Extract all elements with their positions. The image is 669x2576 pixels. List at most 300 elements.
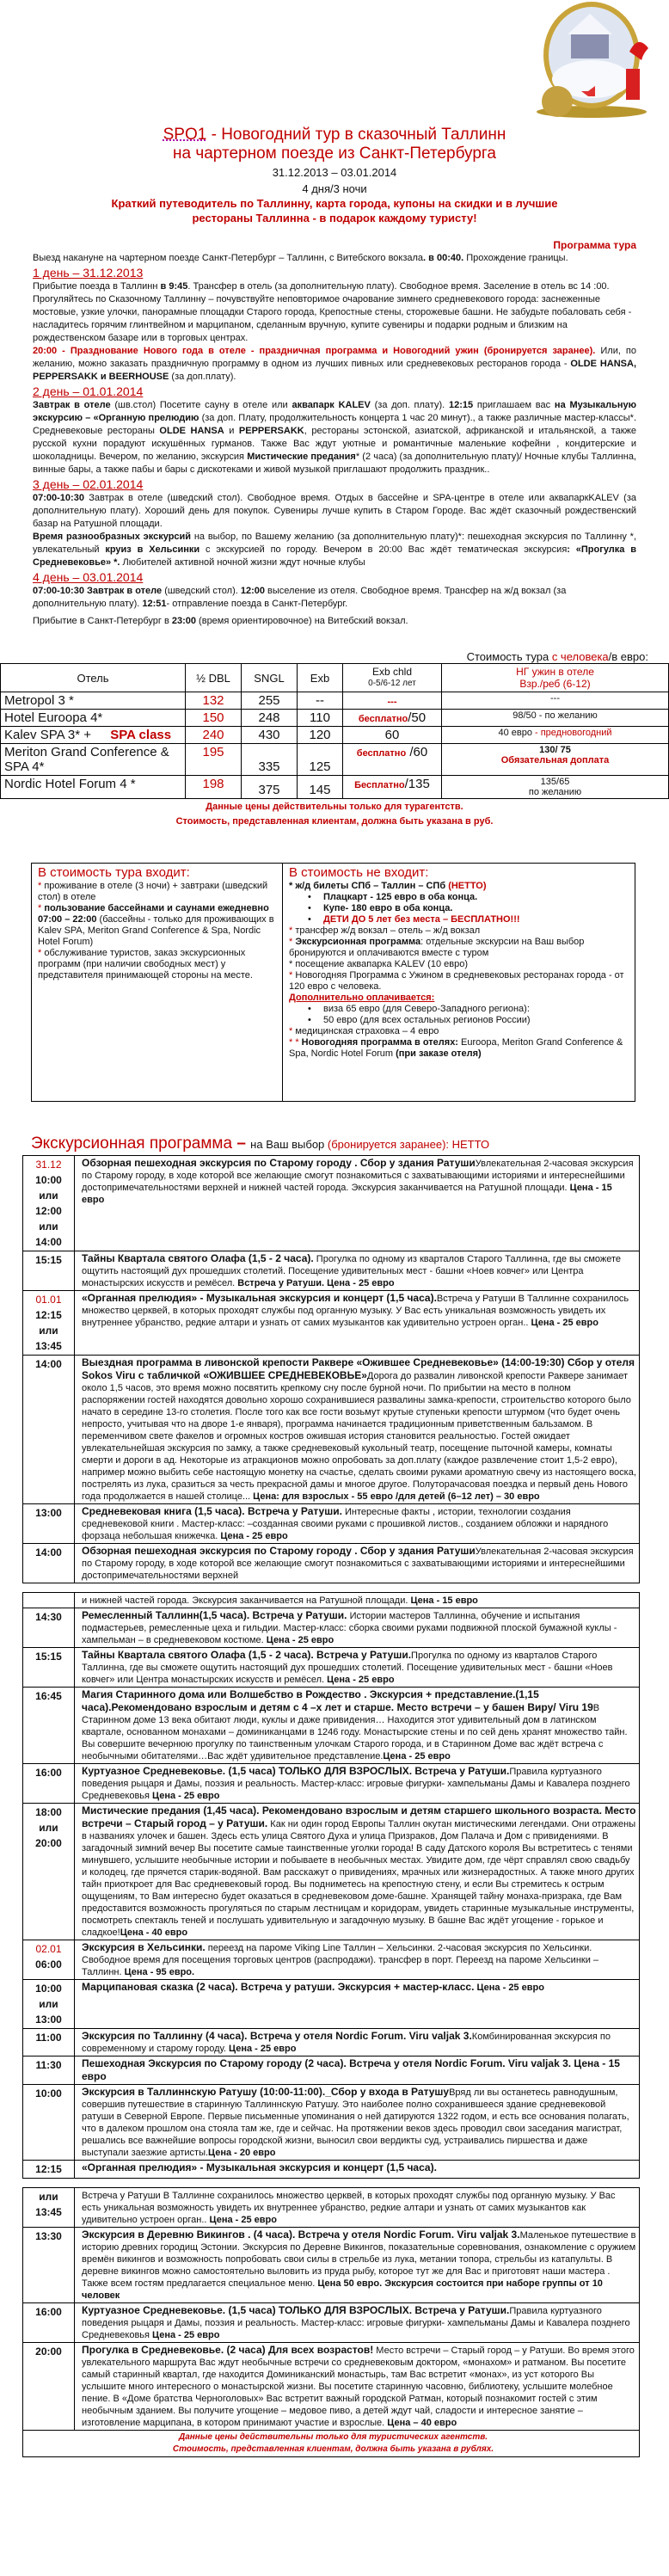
excursion-row bbox=[23, 2161, 640, 2179]
excursion-title: «Органная прелюдия» - Музыкальная экскурсия и концерт (1,5 часа). bbox=[82, 2161, 437, 2173]
excursion-price: Цена - 25 евро bbox=[263, 1635, 334, 1645]
text: и bbox=[224, 426, 239, 436]
price-row bbox=[1, 744, 669, 776]
excursion-time-cell bbox=[23, 1764, 75, 1804]
text: Прибытие в Санкт-Петербург в bbox=[33, 616, 172, 626]
excursion-title: Средневековая книга (1,5 часа). Встреча у Ратуши. bbox=[82, 1505, 342, 1517]
excursion-price: Встреча у Ратуши. Цена - 25 евро bbox=[237, 1278, 395, 1288]
excursion-row bbox=[23, 1608, 640, 1648]
excursion-time: 10:00 или 12:00 или 14:00 bbox=[35, 1174, 62, 1248]
day-1-text bbox=[33, 280, 636, 345]
included-excluded-table bbox=[31, 863, 635, 1102]
price-row bbox=[1, 710, 669, 727]
excursion-time-cell bbox=[23, 1356, 75, 1504]
excursion-title: Тайны Квартала святого Олафа (1,5 - 2 часа). bbox=[82, 1252, 314, 1264]
text: Euroopa, Meriton Grand Conference & Spa, Nordic Hotel Forum bbox=[289, 1037, 623, 1059]
time: 12:15 bbox=[448, 400, 474, 410]
excursion-title: Экскурсия в Деревню Викингов . (4 часа). Встреча у отеля Nordic Forum. Viru valjak 3. bbox=[82, 2229, 520, 2241]
tour-title-text: - Новогодний тур в сказочный Таллинн bbox=[206, 126, 506, 144]
aquapark: аквапарк KALEV bbox=[292, 400, 371, 410]
included-item: * обслуживание туристов, заказ экскурсионных программ (при наличии свободных мест) у представителя принимающей стороны на месте. bbox=[38, 948, 253, 981]
excursion-row bbox=[23, 1251, 640, 1291]
extra-paid-title: Дополнительно оплачивается: bbox=[289, 993, 435, 1003]
excursion-footer-row bbox=[23, 2431, 640, 2457]
excursion-time-cell bbox=[23, 2228, 75, 2303]
excursion-text: Истории мастеров Таллинна, обучение и испытания подмастерьев, ремесленные цеха и гильдии. Мастер-класс: сборка своими руками подвижной плоской бумажной куклы - хампельман – в средневековом костюме. bbox=[82, 1611, 617, 1645]
tour-code: SPO1 bbox=[163, 126, 207, 144]
excursion-row bbox=[23, 2085, 640, 2161]
day-1-newyear bbox=[33, 345, 636, 384]
price-dbl: 240 bbox=[186, 727, 242, 744]
departure-time: . в 00:40. bbox=[423, 253, 464, 263]
text: (НЕТТО) bbox=[448, 881, 487, 891]
text: . Трансфер в отель (за дополнительную плату). Свободное время. Заселение в отель вс 14 :00. Прогуляйтесь по Сказочному Таллинну – почувствуйте неповторимое очарование зимнего средневекового города: заснеженные мостовые, узкие улочки, панорамные площадки Старого города, Крепостные стены, сторожевые башни. Не забудьте побаловать себя - насладитесь горячим глинтвейном и марципаном, сделанным вручную, купите сувениры и подарки родным и близким на рождественском базаре или в торговых центрах. bbox=[33, 281, 632, 343]
text: Любителей активной ночной жизни ждут ночные клубы bbox=[120, 557, 365, 568]
day-4-title: 4 день – 03.01.2014 bbox=[33, 570, 144, 584]
excursion-text: Вряд ли вы останетесь равнодушным, совершив путешествие в старинную Таллиннскую Ратушу. Это наиболее полно сохранившееся здание средневековой ратуши в Северной Европе. Первые письменные упоминания о ней датируются 1322 годом, и есть все основания полагать, что в далеком прошлом она стояла там же, где и сейчас. На протяжении веков здесь проводил свои заседания магистрат, решались все важнейшие вопросы городской жизни, выносил свои вердикты суд, устраивались пиршества и даже выступали заезжие артисты. bbox=[82, 2087, 629, 2158]
excursion-title: Экскурсия в Хельсинки. bbox=[82, 1941, 206, 1953]
excursion-row bbox=[23, 1156, 640, 1251]
excluded-item: * Новогодняя Программа с Ужином в средневековых ресторанах города - от 120 евро с человека. bbox=[289, 970, 624, 992]
excursion-time: 12:15 или 13:45 bbox=[35, 1309, 62, 1352]
excursion-time-cell bbox=[23, 2056, 75, 2085]
excursion-price: Цена - 20 евро bbox=[208, 2148, 276, 2158]
excursion-desc-cell bbox=[75, 1156, 640, 1251]
text: (шв.стол) Посетите сауну в отеле или bbox=[110, 400, 292, 410]
price-sngl: 255 bbox=[242, 692, 298, 710]
text: Meriton Grand Conference & SPA 4* bbox=[4, 745, 169, 774]
excursion-title: Экскурсия по Таллинну (4 часа). Встреча у отеля Nordic Forum. Viru valjak 3. bbox=[82, 2030, 472, 2042]
text: 135/65 bbox=[540, 777, 570, 787]
price-exb-chld bbox=[343, 776, 442, 799]
excursion-text: Правила куртуазного поведения рыцаря и Дамы, поэзия и реальность. Мастер-класс: игровые фигурки- хампельманы Дамы и Кавалера позднего Средневековья bbox=[82, 2306, 630, 2340]
price-exb: 120 bbox=[298, 727, 343, 744]
excursion-title: Куртуазное Средневековье. (1,5 часа) ТОЛЬКО ДЛЯ ВЗРОСЛЫХ. Встреча у Ратуши. bbox=[82, 1765, 510, 1777]
excursion-time-cell bbox=[23, 2085, 75, 2161]
snow-globe-ornament-icon bbox=[528, 0, 655, 119]
price-row bbox=[1, 692, 669, 710]
gift-line-2: рестораны Таллинна - в подарок каждому туристу! bbox=[192, 212, 477, 224]
excursion-text: Встреча у Ратуши В Таллинне сохранилось множество церквей, в которых проходят службы под органную музыку. У Вас есть уникальная возможность увидеть их внутреннее убранство, редкие алтари и узнать от самих музыкантов как удивительно устроен орган.. bbox=[82, 1294, 629, 1328]
excursion-time: 12:15 bbox=[35, 2163, 62, 2175]
excursion-title: «Органная прелюдия» - Музыкальная экскурсия и концерт (1,5 часа). bbox=[82, 1292, 437, 1304]
tour-duration: 4 дня/3 ночи bbox=[302, 182, 367, 195]
helsinki-cruise: круиз в Хельсинки bbox=[105, 544, 200, 555]
text: с экскурсией по городу. Вечером в 20:00 Вас ждёт тематическая экскурсия bbox=[199, 544, 568, 555]
ny-dinner-price bbox=[442, 727, 669, 744]
excursion-title: Ремесленный Таллинн(1,5 часа). Встреча у Ратуши. bbox=[82, 1609, 347, 1621]
text: ДЕТИ ДО 5 лет без места – БЕСПЛАТНО!!! bbox=[323, 914, 520, 925]
text: медицинская страховка – 4 евро bbox=[292, 1026, 439, 1036]
ny-dinner-price bbox=[442, 744, 669, 776]
excursion-row bbox=[23, 2303, 640, 2343]
text: (за доп. Плату, продолжительность концерта 1 час 20 минут)., а также различные мастер-классы*. Средневековые рестораны bbox=[33, 413, 636, 436]
text: Взр./реб (6-12) bbox=[519, 678, 591, 690]
tour-program bbox=[0, 239, 669, 628]
excursion-row bbox=[23, 1291, 640, 1356]
excursion-time-cell bbox=[23, 2303, 75, 2343]
excursion-time-cell bbox=[23, 1608, 75, 1648]
excursion-time-cell bbox=[23, 1940, 75, 1980]
hotel-name bbox=[1, 744, 186, 776]
excursion-desc-cell bbox=[75, 2161, 640, 2179]
text: Экскурсионная программа bbox=[292, 937, 421, 947]
excursion-time: 14:00 bbox=[35, 1546, 62, 1559]
excursion-row bbox=[23, 1593, 640, 1608]
excluded-title: В стоимость не входит: bbox=[289, 865, 429, 880]
text: Экскурсионная программа bbox=[31, 1134, 233, 1153]
text: Купе- 180 евро в оба конца. bbox=[323, 903, 453, 913]
gift-line-1: Краткий путеводитель по Таллинну, карта города, купоны на скидки и в лучшие bbox=[111, 197, 558, 210]
time: 12:51 bbox=[142, 599, 167, 609]
excursion-price: Цена - 25 евро bbox=[149, 1791, 220, 1801]
text: Nordic Hotel Forum 4 * bbox=[4, 777, 136, 791]
included-cell bbox=[32, 864, 283, 1102]
text: Бесплатно bbox=[354, 780, 405, 790]
included-item: * пользование бассейнами и саунами ежедневно 07:00 – 22:00 (бассейны - только для проживающих в Kalev SPA, Meriton Grand Conference & Spa, Nordic Hotel Forum) bbox=[38, 903, 274, 947]
excursion-desc-cell bbox=[75, 2188, 640, 2228]
price-exb: 125 bbox=[298, 744, 343, 776]
excursion-price: Цена - 25 евро bbox=[209, 2215, 277, 2225]
excursion-text: Как ни один город Европы Таллин окутан мистическими легендами. Они отражены в названиях улочек и башен. Здесь есть улица Святого Духа и улица Призраков, Дом Палача и Дом с привидениями. В загадочный зимний вечер Вы посетите самые таинственные уголки города! В саду Датского короля Вы встретитесь с тенями минувшего, услышите необычные истории и побываете в необычных местах. Увидите дом, где чёрт справлял свою свадьбу и колодец, где прячется старик-водяной. Вам расскажут о привидениях, мрачных или жизнерадостных. А также много других тайн приоткроет для Вас средневековый город. Вы подниметесь на крепостную стену, и если Вы стремитесь к острым ощущениям, то Вам интересно будет оказаться в средневековом доме-башне. Хранящей тайну монаха-призрака, где Вам предоставится возможность прогуляться по старым лестницам и коридорам, увидеть старинные музыкальные инструменты, посмотреть спектакль теней и послушать удивительную и загадочную музыку. В башне Вас ждёт угощение - горькое и сладкое! bbox=[82, 1819, 636, 1938]
excursion-desc-cell bbox=[75, 1356, 640, 1504]
text: 98/50 - по желанию bbox=[512, 710, 598, 721]
excursion-price: Цена - 25 евро bbox=[383, 1751, 451, 1761]
excursion-text: Увлекательная 2-часовая экскурсия по Старому городу, в ходе которой все желающие смогут познакомиться с захватывающими историями и интереснейшими достопримечательностями верхней bbox=[82, 1546, 634, 1581]
excursion-row bbox=[23, 2029, 640, 2056]
excursion-time: 14:30 bbox=[35, 1611, 62, 1623]
excursion-desc-cell bbox=[75, 1764, 640, 1804]
excursion-desc-cell bbox=[75, 1251, 640, 1291]
price-sngl: 430 bbox=[242, 727, 298, 744]
text: - предновогодний bbox=[535, 728, 612, 738]
excursion-date: 31.12 bbox=[35, 1159, 62, 1171]
excursion-title: Выездная программа в ливонской крепости Раквере «Ожившее Средневековье» (14:00-19:30) Сбор у отеля Sokos Viru с табличкой «ОЖИВШЕЕ СРЕДНЕВЕКОВЬЕ» bbox=[82, 1356, 635, 1381]
train-ticket-option bbox=[289, 892, 631, 903]
price-row bbox=[1, 727, 669, 744]
excursion-time-cell bbox=[23, 1544, 75, 1583]
excursion-text: переезд на пароме Viking Line Таллин – Хельсинки. 2-часовая экскурсия по Хельсинки. Свободное время для посещения торговых центров (распродажи). трансфер в порт. Переезд на пароме Хельсинки – Таллинн. bbox=[82, 1943, 599, 1977]
visa-item: • виза 65 евро (для Северо-Западного региона): bbox=[289, 1004, 631, 1015]
text: по желанию bbox=[528, 787, 582, 797]
breakfast: Завтрак в отеле bbox=[33, 400, 111, 410]
text: Стоимость тура bbox=[466, 650, 552, 663]
price-sngl: 335 bbox=[242, 744, 298, 776]
mystic-excursion: Мистические предания bbox=[247, 452, 356, 462]
text: проживание в отеле (3 ночи) + завтраки (шведский стол) в отеле bbox=[38, 881, 268, 902]
excursion-desc-cell bbox=[75, 2029, 640, 2056]
included-title: В стоимость тура входит: bbox=[38, 865, 190, 880]
excursion-time: 11:00 bbox=[35, 2032, 62, 2044]
text: , рестораны эстонской, азиатской, африканской и итальянской, а также русской кухни порадуют искушённых гурманов. Также Вас ждут уютные и романтичные маленькие кофейни , кондитерские и шоколадницы. Вечером, по желанию, экскурсия bbox=[33, 426, 636, 462]
price-sngl: 248 bbox=[242, 710, 298, 727]
excursion-price: Цена - 40 евро bbox=[120, 1927, 188, 1938]
excursion-desc-cell bbox=[75, 1648, 640, 1688]
excursion-time-cell bbox=[23, 2161, 75, 2179]
tour-title bbox=[0, 126, 669, 144]
excursion-time: 20:00 bbox=[35, 2345, 62, 2358]
time: 07:00-10:30 bbox=[33, 493, 84, 503]
excursion-time-cell bbox=[23, 2343, 75, 2431]
text: Exb chld bbox=[371, 666, 413, 678]
excursions-time: Время разнообразных экскурсий bbox=[33, 532, 192, 542]
excursion-time: 13:00 bbox=[35, 1507, 62, 1519]
excursion-time-cell bbox=[23, 1980, 75, 2029]
price-row bbox=[1, 776, 669, 799]
excursion-text: Интересные факты , истории, технологии создания средневековой книги . Мастер-класс: –созданная своими руками с прошивкой листов., созданием обложки и нарядного форзаца небольшая книжечка. bbox=[82, 1507, 609, 1541]
day-4-arrival bbox=[33, 615, 636, 628]
border-text: Прохождение границы. bbox=[463, 253, 568, 263]
excursion-text: В Старинном доме 13 века обитают люди, куклы и даже привидения… Находится этот удивительный дом в латинском квартале, основанном монахами – доминиканцами в 1246 году. Монастырские стены и по сей день хранят множество тайн. Вы совершите вечернюю прогулку по таинственным улочкам Старого города, и в Старинном Доме вас ждёт встреча с необычными обитателями…Вас ждёт удивительное представление. bbox=[82, 1703, 628, 1761]
text: Плацкарт - 125 евро в оба конца. bbox=[323, 892, 478, 902]
excursion-desc-cell bbox=[75, 2303, 640, 2343]
excursion-text: Место встречи – Старый город – у Ратуши. Во время этого увлекательного маршрута Вас ждут необычные встречи со средневековым доктором, «монахом» и ратманом. Вы посетите самый старинный квартал, где находится Доминиканский монастырь, там Вас встретит «монах», из уст которого Вы услышите много интересного о монастырской жизни. Вы посетите старинную часовню, библиотеку, услышите молебное пение. В «Доме братства Черноголовых» Вас встретит важный городской Ратман, который познакомит гостей с этим необычным зданием. Вы получите угощение – медовое пиво, а детей ждут чай, сладости и интересное занятие – изготовление марципана, в котором принимают участие и взрослые. bbox=[82, 2345, 635, 2428]
excursion-price: Цена - 25 евро bbox=[229, 2044, 297, 2054]
text: Новогодняя программа в отелях: bbox=[298, 1037, 458, 1048]
text: --- bbox=[550, 693, 560, 704]
excursion-desc-cell bbox=[75, 1593, 640, 1608]
train-ticket-option bbox=[289, 914, 631, 925]
text: /в евро: bbox=[608, 650, 648, 663]
excursion-row bbox=[23, 1688, 640, 1764]
excursion-desc-cell bbox=[75, 1544, 640, 1583]
excursion-time-cell bbox=[23, 1504, 75, 1544]
departure-info bbox=[33, 252, 636, 265]
col-sngl: SNGL bbox=[242, 664, 298, 692]
col-hotel: Отель bbox=[1, 664, 186, 692]
text: SPA class bbox=[110, 728, 172, 742]
departure-text: Выезд накануне на чартерном поезде Санкт-Петербург – Таллинн, с Витебского вокзала bbox=[33, 253, 424, 263]
excursion-time: 16:00 bbox=[35, 1767, 62, 1779]
day-2-text bbox=[33, 399, 636, 476]
excursion-row bbox=[23, 1648, 640, 1688]
excursion-title: Магия Старинного дома или Волшебство в Рождество . Экскурсия + представление.(1,15 часа).Рекомендовано взрослым и детям с 4 –х лет и старше. Место встречи – у башен Виру/ Viru 19 bbox=[82, 1688, 593, 1713]
hotel-name bbox=[1, 727, 186, 744]
excluded-cell bbox=[283, 864, 635, 1102]
price-dbl: 198 bbox=[186, 776, 242, 799]
price-exb-chld bbox=[343, 727, 442, 744]
text: (при заказе отеля) bbox=[396, 1048, 482, 1059]
excursions-tables bbox=[0, 1155, 669, 2457]
text: Обязательная доплата bbox=[500, 755, 610, 765]
excursion-row bbox=[23, 2343, 640, 2431]
col-ny-dinner bbox=[442, 664, 669, 692]
excursion-time: 11:30 bbox=[35, 2059, 62, 2071]
excursion-title: Экскурсия в Таллиннскую Ратушу (10:00-11:00)._Сбор у входа в Ратушу bbox=[82, 2086, 450, 2098]
excursion-time: 14:00 bbox=[35, 1358, 62, 1370]
excursion-desc-cell bbox=[75, 1504, 640, 1544]
text: (за доп.плату). bbox=[169, 372, 236, 382]
excursion-text: Встреча у Ратуши В Таллинне сохранилось множество церквей, в которых проходят службы под органную музыку. У Вас есть уникальная возможность увидеть их внутреннее убранство, редкие алтари и узнать от самих музыкантов как удивительно устроен орган.. bbox=[82, 2191, 616, 2225]
text: (время ориентировочное) на Витебский вокзал. bbox=[196, 616, 408, 626]
excursion-price: Цена – 40 евро bbox=[387, 2418, 457, 2428]
excursion-time-cell bbox=[23, 1291, 75, 1356]
excursion-time: 13:30 bbox=[35, 2230, 62, 2242]
excursions-title bbox=[31, 1134, 669, 1153]
text: Прибытие поезда в Таллинн bbox=[33, 281, 161, 292]
excursion-text: Прогулка по одному из кварталов Старого Таллинна, где вы сможете ощутить настоящий дух прошедших столетий. Посещение удивительных мест - башни «Ноев ковчег» или Центра монастырских искусств и ремёсел. bbox=[82, 1254, 622, 1288]
tour-dates: 31.12.2013 – 03.01.2014 bbox=[272, 166, 397, 179]
text: приглашаем вас bbox=[473, 400, 555, 410]
excursion-price: Цена - 15 евро bbox=[82, 1183, 612, 1205]
hotel-name bbox=[1, 710, 186, 727]
text: бесплатно bbox=[358, 714, 408, 724]
price-dbl: 132 bbox=[186, 692, 242, 710]
excluded-item: * посещение аквапарка KALEV (10 евро) bbox=[289, 959, 468, 969]
excursion-price: Цена - 25 евро bbox=[149, 2330, 220, 2340]
excursion-time-cell bbox=[23, 1251, 75, 1291]
excursion-time: 10:00 bbox=[35, 2087, 62, 2100]
text: (за доп. плату). bbox=[370, 400, 449, 410]
excursion-time: 18:00 или 20:00 bbox=[35, 1806, 62, 1849]
excursion-date: 01.01 bbox=[35, 1294, 62, 1306]
excursion-title: Обзорная пешеходная экскурсия по Старому городу . Сбор у здания Ратуши bbox=[82, 1545, 476, 1557]
text: /60 bbox=[406, 745, 428, 759]
text: – bbox=[232, 1134, 251, 1153]
text: НГ ужин в отеле bbox=[516, 666, 594, 678]
excursion-row bbox=[23, 1940, 640, 1980]
footer-note-1: Данные цены действительны только для туристических агентств. bbox=[178, 2432, 488, 2442]
excursion-price: Цена - 15 евро bbox=[408, 1595, 478, 1606]
excursion-row bbox=[23, 2188, 640, 2228]
excursion-text: Увлекательная 2-часовая экскурсия по Старому городу, в ходе которой все желающие смогут познакомиться с захватывающими историями и интереснейшими достопримечательностями верхней и нижней частей города. Экскурсия заканчивается на Ратушной площади. bbox=[82, 1159, 634, 1193]
text: 0-5/6-12 лет bbox=[368, 679, 416, 688]
text: (бассейны - только для проживающих в Kalev SPA, Meriton Grand Conference & Spa, Nordic Hotel Forum) bbox=[38, 914, 274, 947]
text: Завтрак в отеле (шведский стол). Свободное время. Отдых в бассейне и SPA-центре в отеле или аквапаркKALEV (за дополнительную плату). Хороший день для покупок. Сувениры лучше купить в Старом Городе. Вас ждёт сказочный рождественский базар на Ратушной площади. bbox=[33, 493, 636, 529]
excursion-text: и нижней частей города. Экскурсия заканчивается на Ратушной площади. bbox=[82, 1595, 408, 1606]
program-label: Программа тура bbox=[553, 239, 636, 251]
restaurants: OLDE HANSA, PEPPERSAKK и BEERHOUSE bbox=[33, 359, 636, 382]
excursion-desc-cell bbox=[75, 2228, 640, 2303]
tour-subtitle: на чартерном поезде из Санкт-Петербурга bbox=[173, 144, 496, 163]
price-note-1: Данные цены действительны только для турагентств. bbox=[206, 802, 463, 812]
price-caption bbox=[0, 650, 669, 663]
excursion-title: Пешеходная Экскурсия по Старому городу (2 часа). Встреча у отеля Nordic Forum. Viru valjak 3. Цена - 15 евро bbox=[82, 2057, 620, 2082]
excursion-row bbox=[23, 1544, 640, 1583]
ny-dinner-price bbox=[442, 776, 669, 799]
excursion-desc-cell bbox=[75, 1940, 640, 1980]
excursion-date: 02.01 bbox=[35, 1943, 62, 1955]
excursion-price: Цена - 25 евро bbox=[220, 1531, 288, 1541]
excursion-title: Обзорная пешеходная экскурсия по Старому городу . Сбор у здания Ратуши bbox=[82, 1157, 476, 1169]
text: * ж/д билеты СПб – Таллин – СПб bbox=[289, 881, 449, 891]
price-exb: 110 bbox=[298, 710, 343, 727]
col-exb-chld bbox=[343, 664, 442, 692]
day-3-title: 3 день – 02.01.2014 bbox=[33, 477, 144, 491]
excursion-text: Правила куртуазного поведения рыцаря и Дамы, поэзия и реальность. Мастер-класс: игровые фигурки- хампельманы Дамы и Кавалера позднего Средневековья bbox=[82, 1767, 630, 1801]
price-sngl: 375 bbox=[242, 776, 298, 799]
excursion-row bbox=[23, 1356, 640, 1504]
hotel-name bbox=[1, 692, 186, 710]
excursion-title: Прогулка в Средневековье. (2 часа) Для всех возрастов! bbox=[82, 2344, 374, 2356]
excursion-price: Цена - 25 евро bbox=[474, 1983, 544, 1993]
excursion-row bbox=[23, 1804, 640, 1940]
excursion-time-cell bbox=[23, 1648, 75, 1688]
time: 12:00 bbox=[240, 586, 265, 596]
day-1-title: 1 день – 31.12.2013 bbox=[33, 266, 144, 280]
excursion-text: Комбинированная экскурсия по современному и старому городу. bbox=[82, 2032, 611, 2054]
text: трансфер ж/д вокзал – отель – ж/д вокзал bbox=[292, 925, 481, 936]
price-dbl: 150 bbox=[186, 710, 242, 727]
restaurant: OLDE HANSA bbox=[159, 426, 224, 436]
arrival-time: в 9:45 bbox=[160, 281, 188, 292]
excursion-title: Тайны Квартала святого Олафа (1,5 - 2 часа). Встреча у Ратуши. bbox=[82, 1649, 412, 1661]
medieval-walk: : «Прогулка в Средневековье» *. bbox=[33, 544, 636, 568]
excursion-time-cell bbox=[23, 1593, 75, 1608]
price-header-row bbox=[1, 664, 669, 692]
time: 23:00 bbox=[171, 616, 196, 626]
restaurant: PEPPERSAKK bbox=[238, 426, 304, 436]
text: /135 bbox=[404, 777, 430, 791]
excursion-row bbox=[23, 1764, 640, 1804]
excursion-time-cell bbox=[23, 2029, 75, 2056]
text: - отправление поезда в Санкт-Петербург. bbox=[166, 599, 348, 609]
excursion-text: Маленькое путешествие в историю древних городищ Эстонии. Экскурсия по Деревне Викингов, показательные соревнования, ознакомление с оружием времён викингов и возможность попробовать свои силы в стрельбе из лука, метании топора, стрельбы из катапульты. В деревне викингов можно самостоятельно выловить из пруда рыбу, которое тут же для Вас и приготовят наши мастера . Также всем гостям предлагается специальное меню. bbox=[82, 2230, 636, 2289]
excluded-item bbox=[289, 881, 631, 892]
excursion-desc-cell bbox=[75, 2056, 640, 2085]
text: обслуживание туристов, заказ экскурсионных программ (при наличии свободных мест) у представителя принимающей стороны на месте. bbox=[38, 948, 253, 981]
day-3-text bbox=[33, 492, 636, 531]
text: (бронируется заранее): НЕТТО bbox=[327, 1138, 490, 1151]
excursion-footer bbox=[23, 2431, 640, 2457]
excluded-item: * трансфер ж/д вокзал – отель – ж/д вокзал bbox=[289, 925, 481, 936]
excursion-text: Прогулка по одному из кварталов Старого Таллинна, где вы сможете ощутить настоящий дух прошедших столетий. Посещение удивительных мест - башни «Ноев ковчег» или Центра монастырских искусств и ремёсел. bbox=[82, 1651, 613, 1685]
excursion-table bbox=[22, 1155, 640, 1583]
text: * (2 часа) (за дополнительную плату)/ Ночные клубы Таллинна, винные бары, а также пабы и бары с дискотеками и живой музыкой приглашают продолжить праздник.. bbox=[33, 452, 636, 475]
excursion-title: Мистические предания (1,45 часа). Рекомендовано взрослым и детям старшего школьного возраста. Место встречи – Старый город – у Ратуши. bbox=[82, 1804, 636, 1829]
excursion-row bbox=[23, 2228, 640, 2303]
text: выселение из отеля. Свободное время. Трансфер на ж/д вокзал (за дополнительную плату). bbox=[33, 586, 567, 609]
excursion-row bbox=[23, 1980, 640, 2029]
col-dbl: ½ DBL bbox=[186, 664, 242, 692]
excursion-time: 15:15 bbox=[35, 1651, 62, 1663]
price-exb: 145 bbox=[298, 776, 343, 799]
excursion-title: Куртуазное Средневековье. (1,5 часа) ТОЛЬКО ДЛЯ ВЗРОСЛЫХ. Встреча у Ратуши. bbox=[82, 2304, 510, 2316]
text: бесплатно bbox=[356, 748, 407, 759]
train-ticket-option bbox=[289, 903, 631, 914]
excursion-text: Дорога до развалин ливонской крепости Раквере занимает около 1,5 часов, это время можно посвятить крепкому сну после бурной ночи. По прибытии на место в полном распоряжении гостей находятся довольно хорошо сохранившиеся развалины замка-крепости, строительство которого было начато в середине 13-го столетия. После того как все гости возьмут крутые ступеньки крепости штурмом (что будет очень непросто, учитывая что на дворе 1-е января), программа начинается традиционным приветственным бальзамом. В переменчивом свете факелов и огромных костров ожившая история становится реальностью. Гостей ожидает увлекательнейшая экскурсия по замку, а также средневековый кукольный театр, посещение пыточной камеры, комнаты смерти и дороги в ад. Некоторые из атракционов можно опробовать за доп.плату (каждое развлечение стоит 1,5-2 евро), например можно выбить себе настоящую монетку на счастье, сделать своими руками ароматную свечу из настоящего воска, пострелять из лука, сразиться за честь прекрасной дамы и многое другое. Полуторачасовая поездка и первый день Нового года продолжается в нашей столице... bbox=[82, 1371, 636, 1502]
price-exb-chld bbox=[343, 744, 442, 776]
excluded-item: * медицинская страховка – 4 евро bbox=[289, 1026, 439, 1036]
text: Hotel Euroopa 4* bbox=[4, 710, 103, 725]
text: 130/ 75 bbox=[539, 745, 571, 755]
excursion-desc-cell bbox=[75, 1688, 640, 1764]
excursion-desc-cell bbox=[75, 1804, 640, 1940]
ny-dinner-price bbox=[442, 710, 669, 727]
visa-item: • 50 евро (для всех остальных регионов России) bbox=[289, 1015, 631, 1026]
text: : отдельные экскурсии на Ваш выбор бронируются и оплачиваются вместе с туром bbox=[289, 937, 585, 958]
excursion-table bbox=[22, 1592, 640, 2179]
day-4-text bbox=[33, 585, 636, 611]
organ-excursion: на Музыкальную экскурсию – «Органную прелюдию bbox=[33, 400, 636, 423]
excluded-item: * Экскурсионная программа: отдельные экскурсии на Ваш выбор бронируются и оплачиваются вместе с туром bbox=[289, 937, 585, 958]
excursion-time-cell bbox=[23, 1804, 75, 1940]
excursion-time: 16:45 bbox=[35, 1690, 62, 1702]
price-note-2: Стоимость, представленная клиентам, должна быть указана в руб. bbox=[175, 816, 494, 827]
breakfast: 07:00-10:30 Завтрак в отеле bbox=[33, 586, 163, 596]
excursion-price: Цена - 95 евро. bbox=[124, 1967, 195, 1977]
excursion-time: или 13:45 bbox=[35, 2191, 62, 2218]
price-exb-chld bbox=[343, 710, 442, 727]
excursion-desc-cell bbox=[75, 2343, 640, 2431]
excursion-table bbox=[22, 2187, 640, 2457]
excursion-time: 10:00 или 13:00 bbox=[35, 1983, 62, 2026]
excursion-price: Цена 50 евро. Экскурсия состоится при наборе группы от 10 человек bbox=[82, 2278, 603, 2301]
excursion-time-cell bbox=[23, 1688, 75, 1764]
text: на выбор, по Вашему желанию (за дополнительную плату)*: пешеходная экскурсия по Таллинну *, увлекательный bbox=[33, 532, 636, 555]
text: Metropol 3 * bbox=[4, 693, 74, 708]
excursion-desc-cell bbox=[75, 2085, 640, 2161]
